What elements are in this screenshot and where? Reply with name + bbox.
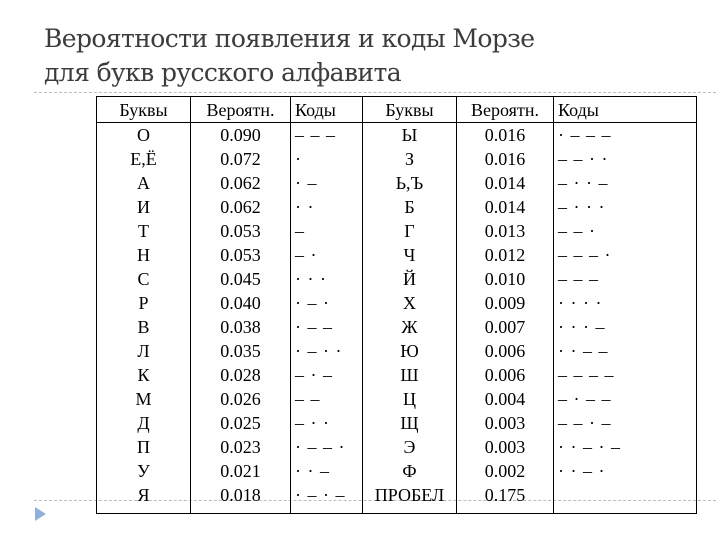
table-row [97,219,697,243]
table-row [97,387,697,411]
code-cell: – · · · [554,195,697,219]
probability-cell: 0.013 [457,219,554,243]
code-cell: – · · – [554,171,697,195]
probability-cell: 0.062 [191,195,291,219]
probability-cell: 0.053 [191,243,291,267]
probability-cell: 0.062 [191,171,291,195]
probability-cell: 0.003 [457,435,554,459]
table-row [97,195,697,219]
probability-cell: 0.002 [457,459,554,483]
probability-cell: 0.009 [457,291,554,315]
letter-cell: Ц [363,387,457,411]
table-row [97,459,697,483]
probability-cell: 0.025 [191,411,291,435]
letter-cell: Ш [363,363,457,387]
code-cell [554,483,697,514]
slide-title [44,22,534,90]
letter-cell: Р [97,291,191,315]
probability-cell: 0.018 [191,483,291,514]
probability-cell: 0.012 [457,243,554,267]
probability-cell: 0.014 [457,195,554,219]
code-cell: · · – – [554,339,697,363]
probability-cell: 0.003 [457,411,554,435]
letter-cell: Б [363,195,457,219]
code-cell: · – [291,171,363,195]
letter-cell: З [363,147,457,171]
probability-cell: 0.038 [191,315,291,339]
probability-cell: 0.014 [457,171,554,195]
letter-cell: Д [97,411,191,435]
probability-cell: 0.006 [457,363,554,387]
header-probability-2: Вероятн. [457,97,554,123]
letter-cell: М [97,387,191,411]
header-letters-2: Буквы [363,97,457,123]
code-cell: · · · – [554,315,697,339]
letter-cell: Т [97,219,191,243]
letter-cell: Е,Ё [97,147,191,171]
letter-cell: О [97,123,191,148]
code-cell: – · – – [554,387,697,411]
code-cell: – – – [291,123,363,148]
code-cell: – · · [291,411,363,435]
letter-cell: Ы [363,123,457,148]
table-row [97,243,697,267]
code-cell: · · · · [554,291,697,315]
table-row [97,435,697,459]
code-cell: · · – · – [554,435,697,459]
code-cell: · [291,147,363,171]
code-cell: – · – [291,363,363,387]
table-row [97,339,697,363]
code-cell: · – – – [554,123,697,148]
header-codes: Коды [291,97,363,123]
probability-cell: 0.004 [457,387,554,411]
probability-cell: 0.175 [457,483,554,514]
letter-cell: В [97,315,191,339]
code-cell: – – – · [554,243,697,267]
probability-cell: 0.028 [191,363,291,387]
table-row [97,147,697,171]
probability-cell: 0.016 [457,123,554,148]
letter-cell: Ф [363,459,457,483]
header-codes-2: Коды [554,97,697,123]
code-cell: – – · · [554,147,697,171]
header-probability: Вероятн. [191,97,291,123]
letter-cell: Ч [363,243,457,267]
letter-cell: У [97,459,191,483]
letter-cell: П [97,435,191,459]
probability-cell: 0.023 [191,435,291,459]
letter-cell: Я [97,483,191,514]
code-cell: – – – [554,267,697,291]
probability-cell: 0.053 [191,219,291,243]
code-cell: · – · · [291,339,363,363]
probability-cell: 0.045 [191,267,291,291]
letter-cell: Г [363,219,457,243]
code-cell: · – · [291,291,363,315]
letter-cell: Ь,Ъ [363,171,457,195]
code-cell: · · · [291,267,363,291]
letter-cell: Ж [363,315,457,339]
code-cell: · · [291,195,363,219]
code-cell: · – – [291,315,363,339]
letter-cell: Ю [363,339,457,363]
letter-cell: Щ [363,411,457,435]
table-row [97,483,697,514]
code-cell: – · [291,243,363,267]
triangle-bullet-icon [35,507,46,521]
probability-cell: 0.040 [191,291,291,315]
letter-cell: Х [363,291,457,315]
code-cell: · · – · [554,459,697,483]
table-row [97,267,697,291]
divider-top [34,92,716,93]
table-row [97,363,697,387]
code-cell: – – · [554,219,697,243]
table-row [97,123,697,148]
table-row [97,291,697,315]
header-letters: Буквы [97,97,191,123]
table-row [97,411,697,435]
letter-cell: К [97,363,191,387]
letter-cell: Й [363,267,457,291]
code-cell: · · – [291,459,363,483]
probability-cell: 0.090 [191,123,291,148]
probability-cell: 0.026 [191,387,291,411]
probability-cell: 0.021 [191,459,291,483]
probability-cell: 0.016 [457,147,554,171]
code-cell: – – – – [554,363,697,387]
letter-cell: И [97,195,191,219]
table-row [97,171,697,195]
title-line-2: для букв русского алфавита [44,58,402,87]
code-cell: · – · – [291,483,363,514]
letter-cell: Э [363,435,457,459]
probability-cell: 0.010 [457,267,554,291]
morse-table [96,96,697,514]
code-cell: · – – · [291,435,363,459]
letter-cell: Л [97,339,191,363]
probability-cell: 0.072 [191,147,291,171]
probability-cell: 0.035 [191,339,291,363]
letter-cell: А [97,171,191,195]
code-cell: – [291,219,363,243]
probability-cell: 0.006 [457,339,554,363]
title-line-1: Вероятности появления и коды Морзе [44,24,535,53]
table-header-row [97,97,697,123]
code-cell: – – [291,387,363,411]
letter-cell: ПРОБЕЛ [363,483,457,514]
code-cell: – – · – [554,411,697,435]
table-row [97,315,697,339]
probability-cell: 0.007 [457,315,554,339]
letter-cell: С [97,267,191,291]
letter-cell: Н [97,243,191,267]
